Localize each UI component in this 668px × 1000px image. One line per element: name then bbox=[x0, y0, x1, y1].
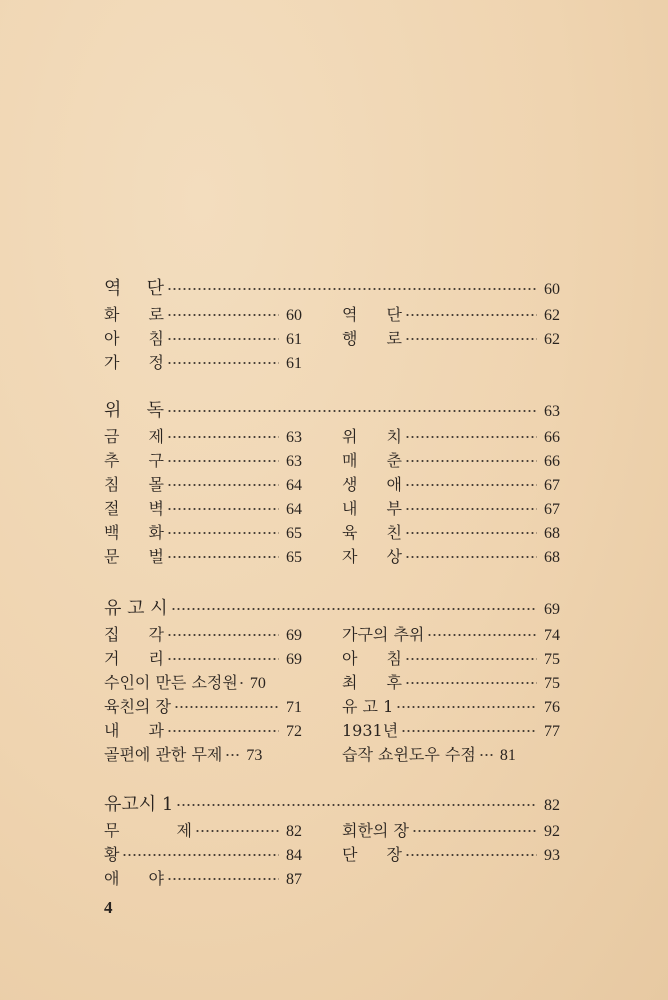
dot-leader bbox=[405, 507, 537, 511]
dot-leader bbox=[167, 729, 279, 733]
label-char: 구 bbox=[148, 451, 164, 470]
toc-entry-label: 유 고 1 bbox=[342, 697, 394, 716]
toc-heading-label: 유고시 1 bbox=[104, 794, 174, 815]
label-char: 각 bbox=[148, 625, 164, 644]
toc-entry-label: 수인이 만든 소정원 bbox=[104, 673, 238, 692]
toc-entry bbox=[104, 426, 302, 448]
toc-entry bbox=[342, 546, 560, 568]
toc-entry bbox=[104, 820, 302, 842]
dot-leader bbox=[174, 705, 279, 709]
toc-entry bbox=[104, 696, 302, 718]
label-char: 위 bbox=[104, 400, 122, 421]
dot-leader bbox=[405, 483, 537, 487]
toc-entry-label: 황 bbox=[104, 845, 120, 864]
dot-leader bbox=[171, 607, 537, 611]
toc-entry bbox=[104, 720, 302, 742]
label-char: 자 bbox=[342, 547, 358, 566]
dot-leader bbox=[167, 633, 279, 637]
label-char: 무 bbox=[104, 821, 120, 840]
dot-leader bbox=[225, 753, 239, 757]
toc-page-number: 74 bbox=[544, 627, 560, 644]
toc-page-number: 87 bbox=[286, 871, 302, 888]
toc-entry-label bbox=[342, 304, 402, 326]
label-char: 절 bbox=[104, 499, 120, 518]
toc-entry-label: 1931년 bbox=[342, 721, 399, 740]
toc-entry-label bbox=[342, 426, 402, 448]
label-char: 독 bbox=[146, 400, 164, 421]
label-char: 내 bbox=[104, 721, 120, 740]
toc-entry bbox=[342, 304, 560, 326]
toc-entry bbox=[104, 352, 302, 374]
toc-entry-label bbox=[342, 672, 402, 694]
dot-leader bbox=[167, 483, 279, 487]
toc-page-number: 82 bbox=[286, 823, 302, 840]
toc-page-number: 75 bbox=[544, 675, 560, 692]
dot-leader bbox=[239, 681, 245, 685]
label-char: 애 bbox=[104, 869, 120, 888]
toc-entry-label bbox=[104, 498, 164, 520]
label-char: 치 bbox=[386, 427, 402, 446]
toc-entry bbox=[104, 498, 302, 520]
toc-entry bbox=[342, 474, 560, 496]
label-char: 벽 bbox=[148, 499, 164, 518]
toc-page-number: 69 bbox=[286, 627, 302, 644]
toc-entry-label bbox=[104, 522, 164, 544]
toc-entry-label: 육친의 장 bbox=[104, 697, 171, 716]
label-char: 제 bbox=[176, 821, 192, 840]
label-char: 부 bbox=[386, 499, 402, 518]
dot-leader bbox=[479, 753, 493, 757]
label-char: 생 bbox=[342, 475, 358, 494]
dot-leader bbox=[167, 287, 537, 291]
label-char: 문 bbox=[104, 547, 120, 566]
label-char: 아 bbox=[104, 329, 120, 348]
label-char: 가 bbox=[104, 353, 120, 372]
dot-leader bbox=[401, 729, 537, 733]
label-char: 내 bbox=[342, 499, 358, 518]
label-char: 벌 bbox=[148, 547, 164, 566]
toc-entry-label: 가구의 추위 bbox=[342, 625, 425, 644]
dot-leader bbox=[167, 657, 279, 661]
dot-leader bbox=[167, 361, 279, 365]
toc-page-number: 62 bbox=[544, 331, 560, 348]
toc-entry bbox=[342, 720, 560, 742]
toc-page-number: 68 bbox=[544, 549, 560, 566]
toc-entry bbox=[104, 672, 302, 694]
label-char: 금 bbox=[104, 427, 120, 446]
toc-heading-yugosi-1 bbox=[104, 794, 560, 816]
toc-page-number: 63 bbox=[544, 403, 560, 420]
toc-page-number: 69 bbox=[286, 651, 302, 668]
toc-entry-label bbox=[342, 498, 402, 520]
toc-page-number: 69 bbox=[544, 601, 560, 618]
toc-entry bbox=[342, 672, 560, 694]
label-char: 애 bbox=[386, 475, 402, 494]
toc-entry bbox=[342, 328, 560, 350]
toc-entry bbox=[104, 304, 302, 326]
toc-entry bbox=[104, 844, 302, 866]
toc-entry bbox=[104, 474, 302, 496]
label-char: 춘 bbox=[386, 451, 402, 470]
toc-entry bbox=[342, 844, 560, 866]
dot-leader bbox=[405, 313, 537, 317]
toc-entry bbox=[342, 624, 560, 646]
toc-entry-label bbox=[104, 352, 164, 374]
toc-entry bbox=[342, 498, 560, 520]
label-char: 리 bbox=[148, 649, 164, 668]
toc-page-number: 60 bbox=[286, 307, 302, 324]
label-char: 단 bbox=[342, 845, 358, 864]
label-char: 역 bbox=[104, 278, 122, 299]
toc-entry bbox=[104, 648, 302, 670]
toc-entry-label bbox=[342, 522, 402, 544]
toc-entry bbox=[104, 868, 302, 890]
toc-entry bbox=[104, 744, 302, 766]
label-char: 제 bbox=[148, 427, 164, 446]
toc-heading-yugosi bbox=[104, 598, 560, 620]
toc-entry bbox=[342, 820, 560, 842]
toc-page-number: 65 bbox=[286, 525, 302, 542]
label-char: 육 bbox=[342, 523, 358, 542]
dot-leader bbox=[167, 337, 279, 341]
toc-heading-widok bbox=[104, 400, 560, 422]
dot-leader bbox=[405, 531, 537, 535]
toc-entry bbox=[342, 522, 560, 544]
toc-page-number: 92 bbox=[544, 823, 560, 840]
toc-entry-label bbox=[104, 304, 164, 326]
toc-page-number: 93 bbox=[544, 847, 560, 864]
toc-entry-label bbox=[104, 328, 164, 350]
label-char: 장 bbox=[386, 845, 402, 864]
dot-leader bbox=[405, 337, 537, 341]
toc-entry-label bbox=[342, 648, 402, 670]
dot-leader bbox=[167, 877, 279, 881]
label-char: 몰 bbox=[148, 475, 164, 494]
label-char: 역 bbox=[342, 305, 358, 324]
label-char: 로 bbox=[386, 329, 402, 348]
toc-page-number: 72 bbox=[286, 723, 302, 740]
dot-leader bbox=[405, 555, 537, 559]
toc-page-number: 61 bbox=[286, 355, 302, 372]
label-char: 침 bbox=[148, 329, 164, 348]
label-char: 로 bbox=[148, 305, 164, 324]
toc-page-number: 82 bbox=[544, 797, 560, 814]
dot-leader bbox=[167, 507, 279, 511]
toc-entry-label bbox=[104, 624, 164, 646]
dot-leader bbox=[195, 829, 279, 833]
dot-leader bbox=[167, 555, 279, 559]
toc-page-number: 66 bbox=[544, 429, 560, 446]
label-char: 백 bbox=[104, 523, 120, 542]
toc-page-number: 67 bbox=[544, 477, 560, 494]
toc-entry-label bbox=[342, 844, 402, 866]
toc-entry-label bbox=[104, 474, 164, 496]
label-char: 과 bbox=[148, 721, 164, 740]
dot-leader bbox=[427, 633, 537, 637]
toc-page-number: 77 bbox=[544, 723, 560, 740]
label-char: 친 bbox=[386, 523, 402, 542]
label-char: 후 bbox=[386, 673, 402, 692]
toc-page-number: 67 bbox=[544, 501, 560, 518]
label-char: 화 bbox=[104, 305, 120, 324]
page-number: 4 bbox=[104, 898, 113, 917]
toc-heading-label bbox=[104, 278, 164, 300]
dot-leader bbox=[405, 459, 537, 463]
dot-leader bbox=[176, 803, 537, 807]
label-char: 침 bbox=[104, 475, 120, 494]
toc-entry-label bbox=[104, 426, 164, 448]
label-char: 추 bbox=[104, 451, 120, 470]
toc-page-number: 63 bbox=[286, 453, 302, 470]
dot-leader bbox=[167, 459, 279, 463]
label-char: 위 bbox=[342, 427, 358, 446]
toc-entry bbox=[104, 328, 302, 350]
dot-leader bbox=[412, 829, 537, 833]
toc-page-number: 66 bbox=[544, 453, 560, 470]
label-char: 아 bbox=[342, 649, 358, 668]
toc-entry bbox=[104, 522, 302, 544]
toc-heading-yeokdan bbox=[104, 278, 560, 300]
dot-leader bbox=[167, 435, 279, 439]
toc-page-number: 68 bbox=[544, 525, 560, 542]
label-char: 집 bbox=[104, 625, 120, 644]
dot-leader bbox=[167, 531, 279, 535]
toc-entry-label: 회한의 장 bbox=[342, 821, 409, 840]
label-char: 야 bbox=[148, 869, 164, 888]
toc-entry-label bbox=[342, 450, 402, 472]
toc-page-number: 70 bbox=[249, 675, 266, 692]
toc-page-number: 71 bbox=[286, 699, 302, 716]
toc-entry-label: 골편에 관한 무제 bbox=[104, 745, 223, 764]
toc-page-number: 64 bbox=[286, 501, 302, 518]
toc-entry-label bbox=[104, 820, 192, 842]
toc-entry-label bbox=[104, 648, 164, 670]
toc-entry bbox=[104, 624, 302, 646]
label-char: 행 bbox=[342, 329, 358, 348]
toc-page-number: 75 bbox=[544, 651, 560, 668]
toc-entry-label bbox=[342, 474, 402, 496]
toc-entry-label bbox=[104, 868, 164, 890]
toc-page-number: 84 bbox=[286, 847, 302, 864]
label-char: 화 bbox=[148, 523, 164, 542]
label-char: 최 bbox=[342, 673, 358, 692]
label-char: 단 bbox=[386, 305, 402, 324]
toc-entry bbox=[342, 744, 560, 766]
toc-entry bbox=[104, 450, 302, 472]
label-char: 거 bbox=[104, 649, 120, 668]
toc-entry bbox=[342, 450, 560, 472]
label-char: 상 bbox=[386, 547, 402, 566]
dot-leader bbox=[405, 681, 537, 685]
toc-heading-label: 유 고 시 bbox=[104, 598, 168, 619]
toc-entry bbox=[342, 426, 560, 448]
dot-leader bbox=[122, 853, 279, 857]
toc-entry-label bbox=[104, 546, 164, 568]
toc-entry bbox=[342, 696, 560, 718]
toc-heading-label bbox=[104, 400, 164, 422]
toc-page-number: 60 bbox=[544, 281, 560, 298]
toc-entry bbox=[342, 648, 560, 670]
toc-page-number: 76 bbox=[544, 699, 560, 716]
toc-entry-label bbox=[104, 450, 164, 472]
dot-leader bbox=[167, 409, 537, 413]
dot-leader bbox=[405, 657, 537, 661]
label-char: 단 bbox=[146, 278, 164, 299]
toc-page-number: 64 bbox=[286, 477, 302, 494]
toc-page-number: 73 bbox=[246, 747, 263, 764]
toc-entry-label bbox=[104, 720, 164, 742]
toc-entry-label bbox=[342, 546, 402, 568]
label-char: 정 bbox=[148, 353, 164, 372]
dot-leader bbox=[405, 435, 537, 439]
dot-leader bbox=[396, 705, 537, 709]
dot-leader bbox=[167, 313, 279, 317]
toc-page-number: 62 bbox=[544, 307, 560, 324]
toc-entry-label bbox=[342, 328, 402, 350]
toc-page-number: 61 bbox=[286, 331, 302, 348]
toc-entry bbox=[104, 546, 302, 568]
label-char: 매 bbox=[342, 451, 358, 470]
dot-leader bbox=[405, 853, 537, 857]
toc-page-number: 63 bbox=[286, 429, 302, 446]
toc-entry-label: 습작 쇼윈도우 수점 bbox=[342, 745, 476, 764]
label-char: 침 bbox=[386, 649, 402, 668]
toc-page-number: 81 bbox=[499, 747, 516, 764]
toc-page-number: 65 bbox=[286, 549, 302, 566]
